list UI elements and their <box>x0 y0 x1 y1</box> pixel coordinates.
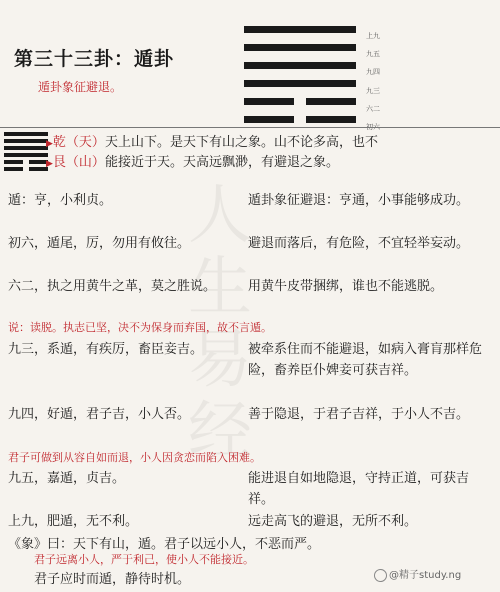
classical-text: 六二，执之用黄牛之革，莫之胜说。 <box>8 279 217 294</box>
logo-icon <box>374 569 387 582</box>
translation-text: 被牵系住而不能避退，如病入膏肓那样危险，畜养臣仆婢妾可获吉祥。 <box>248 342 483 378</box>
upper-trigram-row <box>46 131 378 150</box>
hexagram-line-1 <box>244 26 356 33</box>
page-title: 第三十三卦：遁卦 <box>14 48 175 70</box>
lower-trigram-row <box>46 151 339 170</box>
line-label: 六二 <box>366 104 380 113</box>
source-watermark: @精子study.ng <box>374 566 461 582</box>
hexagram-line-labels <box>366 27 380 136</box>
classical-text: 初六，遁尾，厉，勿用有攸往。 <box>8 236 191 251</box>
translation-text: 遁卦象征避退：亨通，小事能够成功。 <box>248 193 470 208</box>
hexagram-line-5 <box>244 98 356 105</box>
lower-trigram-name: 艮（山） <box>52 155 105 170</box>
hexagram-line-4 <box>244 80 356 87</box>
annotation-note: 说：读脱。执志已坚，决不为保身而弃国，故不言遁。 <box>8 321 272 334</box>
arrow-right-icon: ▶ <box>46 139 53 149</box>
lower-trigram-text: 能接近于天。天高远飘渺，有避退之象。 <box>104 155 339 170</box>
background-watermark: 人 生 易 经 <box>188 179 252 469</box>
line-label: 上九 <box>366 32 380 40</box>
line-label: 九五 <box>366 50 380 59</box>
translation-text: 能进退自如地隐退，守持正道，可获吉祥。 <box>248 471 470 507</box>
classical-text: 九五，嘉遁，贞吉。 <box>8 471 126 486</box>
xiang-text: 《象》曰：天下有山，遁。君子以远小人，不恶而严。 <box>8 537 321 552</box>
upper-trigram-text: 天上山下。是天下有山之象。山不论多高，也不 <box>104 135 378 150</box>
upper-trigram-name: 乾（天） <box>52 135 105 150</box>
hexagram-line-2 <box>244 44 356 51</box>
hexagram-line-3 <box>244 62 356 69</box>
line-label: 九四 <box>366 68 380 77</box>
classical-text: 上九，肥遁，无不利。 <box>8 514 139 529</box>
classical-text: 九四，好遁，君子吉，小人否。 <box>8 407 191 422</box>
classical-text: 遁：亨，小利贞。 <box>8 193 113 208</box>
annotation-note: 君子可做到从容自如而退，小人因贪恋而陷入困难。 <box>8 451 261 464</box>
page-subtitle: 遁卦象征避退。 <box>38 80 123 94</box>
classical-text: 九三，系遁，有疾厉，畜臣妾吉。 <box>8 342 204 357</box>
arrow-right-icon: ▶ <box>46 159 53 169</box>
xiang-note: 君子远离小人，严于利己，使小人不能接近。 <box>34 553 254 566</box>
hexagram-line-6 <box>244 116 356 123</box>
translation-text: 避退而落后，有危险，不宜轻举妄动。 <box>248 236 470 251</box>
line-label: 九三 <box>366 86 380 95</box>
translation-text: 用黄牛皮带捆绑，谁也不能逃脱。 <box>248 279 444 294</box>
small-hexagram-icon <box>4 132 48 170</box>
translation-text: 善于隐退，于君子吉祥，于小人不吉。 <box>248 407 470 422</box>
divider <box>0 127 500 128</box>
translation-text: 远走高飞的避退，无所不利。 <box>248 514 418 529</box>
closing-text: 君子应时而遁，静待时机。 <box>34 572 191 587</box>
